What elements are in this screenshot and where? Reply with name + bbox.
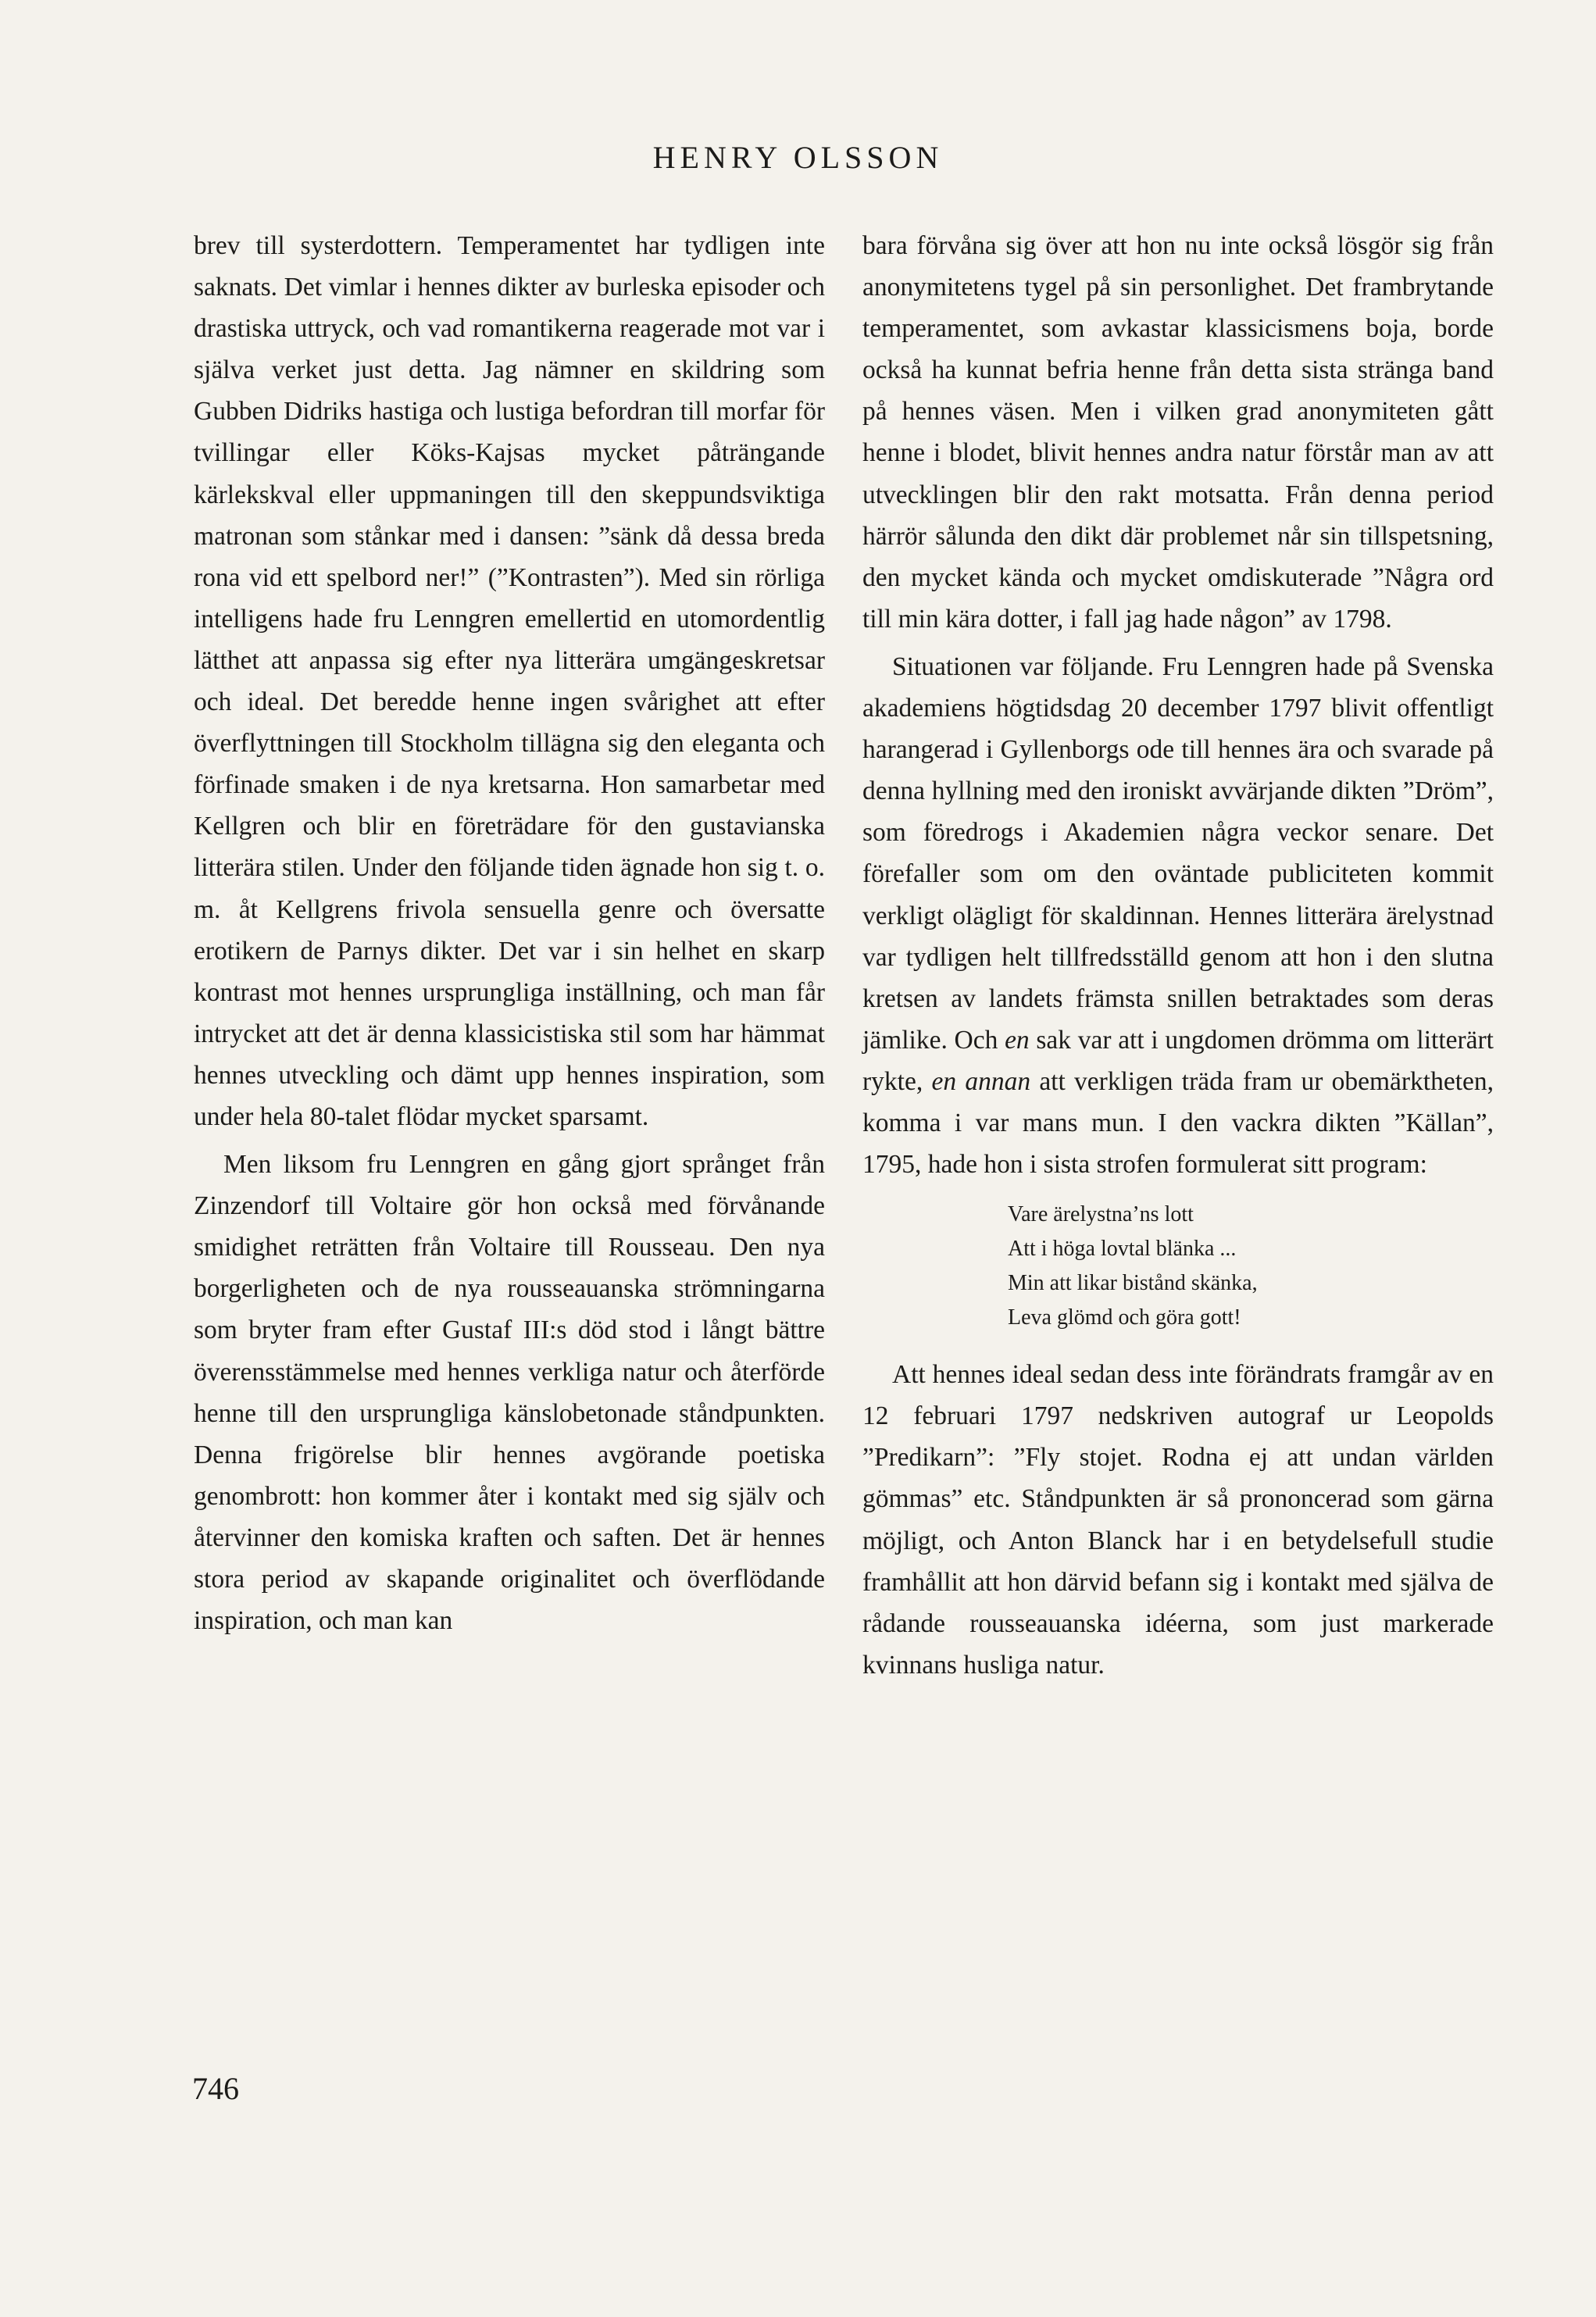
left-column: [194, 225, 825, 1641]
left-paragraph-2: Men liksom fru Lenngren en gång gjort språnget från Zinzendorf till Voltaire gör hon också med förvånande smidighet reträtten från Voltaire till Rousseau. Den nya borgerligheten och de nya rousseauanska strömningarna som bryter fram efter Gustaf III:s död stod i långt bättre överensstämmelse med hennes verkliga natur och återförde henne till den ursprungliga känslobetonade ståndpunkten. Denna frigörelse blir hennes avgörande poetiska genombrott: hon kommer åter i kontakt med sig själv och återvinner den komiska kraften och saften. Det är hennes stora period av skapande originalitet och överflödande inspiration, och man kan: [194, 1150, 825, 1636]
right-paragraph-2-part-b: sak var att i ungdomen drömma om litterärt rykte,: [862, 1025, 1494, 1096]
italic-en-annan: en annan: [931, 1066, 1031, 1096]
right-paragraph-3: Att hennes ideal sedan dess inte förändrats framgår av en 12 februari 1797 nedskriven autograf ur Leopolds ”Predikarn”: ”Fly stojet. Rodna ej att undan världen gömmas” etc. Ståndpunkten är så prononcerad som gärna möjligt, och Anton Blanck har i en betydelsefull studie framhållit att hon därvid befann sig i kontakt med själva de rådande rousseauanska idéerna, som just markerade kvinnans husliga natur.: [862, 1360, 1494, 1680]
poem-line-4: Leva glömd och göra gott!: [1008, 1305, 1241, 1330]
right-paragraph-2-part-c: att verkligen träda fram ur obemärktheten, komma i var mans mun. I den vackra dikten ”Källan”, 1795, hade hon i sista strofen formulerat sitt program:: [862, 1066, 1494, 1180]
running-header: HENRY OLSSON: [652, 140, 944, 175]
right-paragraph-2: [862, 646, 1494, 1185]
page-number: 746: [192, 2071, 239, 2106]
poem-line-2: Att i höga lovtal blänka ...: [1008, 1237, 1237, 1262]
right-paragraph-2-part-a: Situationen var följande. Fru Lenngren hade på Svenska akademiens högtidsdag 20 december 1797 blivit offentligt harangerad i Gyllenborgs ode till hennes ära och svarade på denna hyllning med den ironiskt avvärjande dikten ”Dröm”, som föredrogs i Akademien några veckor senare. Det förefaller som om den oväntade publiciteten kommit verkligt olägligt för skaldinnan. Hennes litterära ärelystnad var tydligen helt tillfredsställd genom att hon i den slutna kretsen av landets främsta snillen betraktades som deras jämlike. Och: [862, 652, 1494, 1055]
poem-line-3: Min att likar bistånd skänka,: [1008, 1271, 1258, 1296]
italic-en: en: [1005, 1025, 1030, 1055]
poem-line-1: Vare ärelystna’ns lott: [1008, 1202, 1194, 1227]
poem-quote: [1008, 1198, 1494, 1335]
left-paragraph-1: brev till systerdottern. Temperamentet har tydligen inte saknats. Det vimlar i hennes dikter av burleska episoder och drastiska uttryck, och vad romantikerna reagerade mot var i själva verket just detta. Jag nämner en skildring som Gubben Didriks hastiga och lustiga befordran till morfar för tvillingar eller Köks-Kajsas mycket påträngande kärlekskval eller uppmaningen till den skeppundsviktiga matronan som stånkar med i dansen: ”sänk då dessa breda rona vid ett spelbord ner!” (”Kontrasten”). Med sin rörliga intelligens hade fru Lenngren emellertid en utomordentlig lätthet att anpassa sig efter nya litterära umgängeskretsar och ideal. Det beredde henne ingen svårighet att efter överflyttningen till Stockholm tillägna sig den eleganta och förfinade smaken i de nya kretsarna. Hon samarbetar med Kellgren och blir en företrädare för den gustavianska litterära stilen. Under den följande tiden ägnade hon sig t. o. m. åt Kellgrens frivola sensuella genre och översatte erotikern de Parnys dikter. Det var i sin helhet en skarp kontrast mot hennes ursprungliga inställning, och man får intrycket att det är denna klassicistiska stil som har hämmat hennes utveckling och dämt upp hennes inspiration, som under hela 80-talet flödar mycket sparsamt.: [194, 231, 825, 1131]
right-column: [862, 225, 1494, 1686]
right-paragraph-1: bara förvåna sig över att hon nu inte också lösgör sig från anonymitetens tygel på sin personlighet. Det frambrytande temperamentet, som avkastar klassicismens boja, borde också ha kunnat befria henne från detta sista stränga band på hennes väsen. Men i vilken grad anonymiteten gått henne i blodet, blivit hennes andra natur förstår man av att utvecklingen blir den rakt motsatta. Från denna period härrör sålunda den dikt där problemet når sin tillspetsning, den mycket kända och mycket omdiskuterade ”Några ord till min kära dotter, i fall jag hade någon” av 1798.: [862, 231, 1494, 634]
